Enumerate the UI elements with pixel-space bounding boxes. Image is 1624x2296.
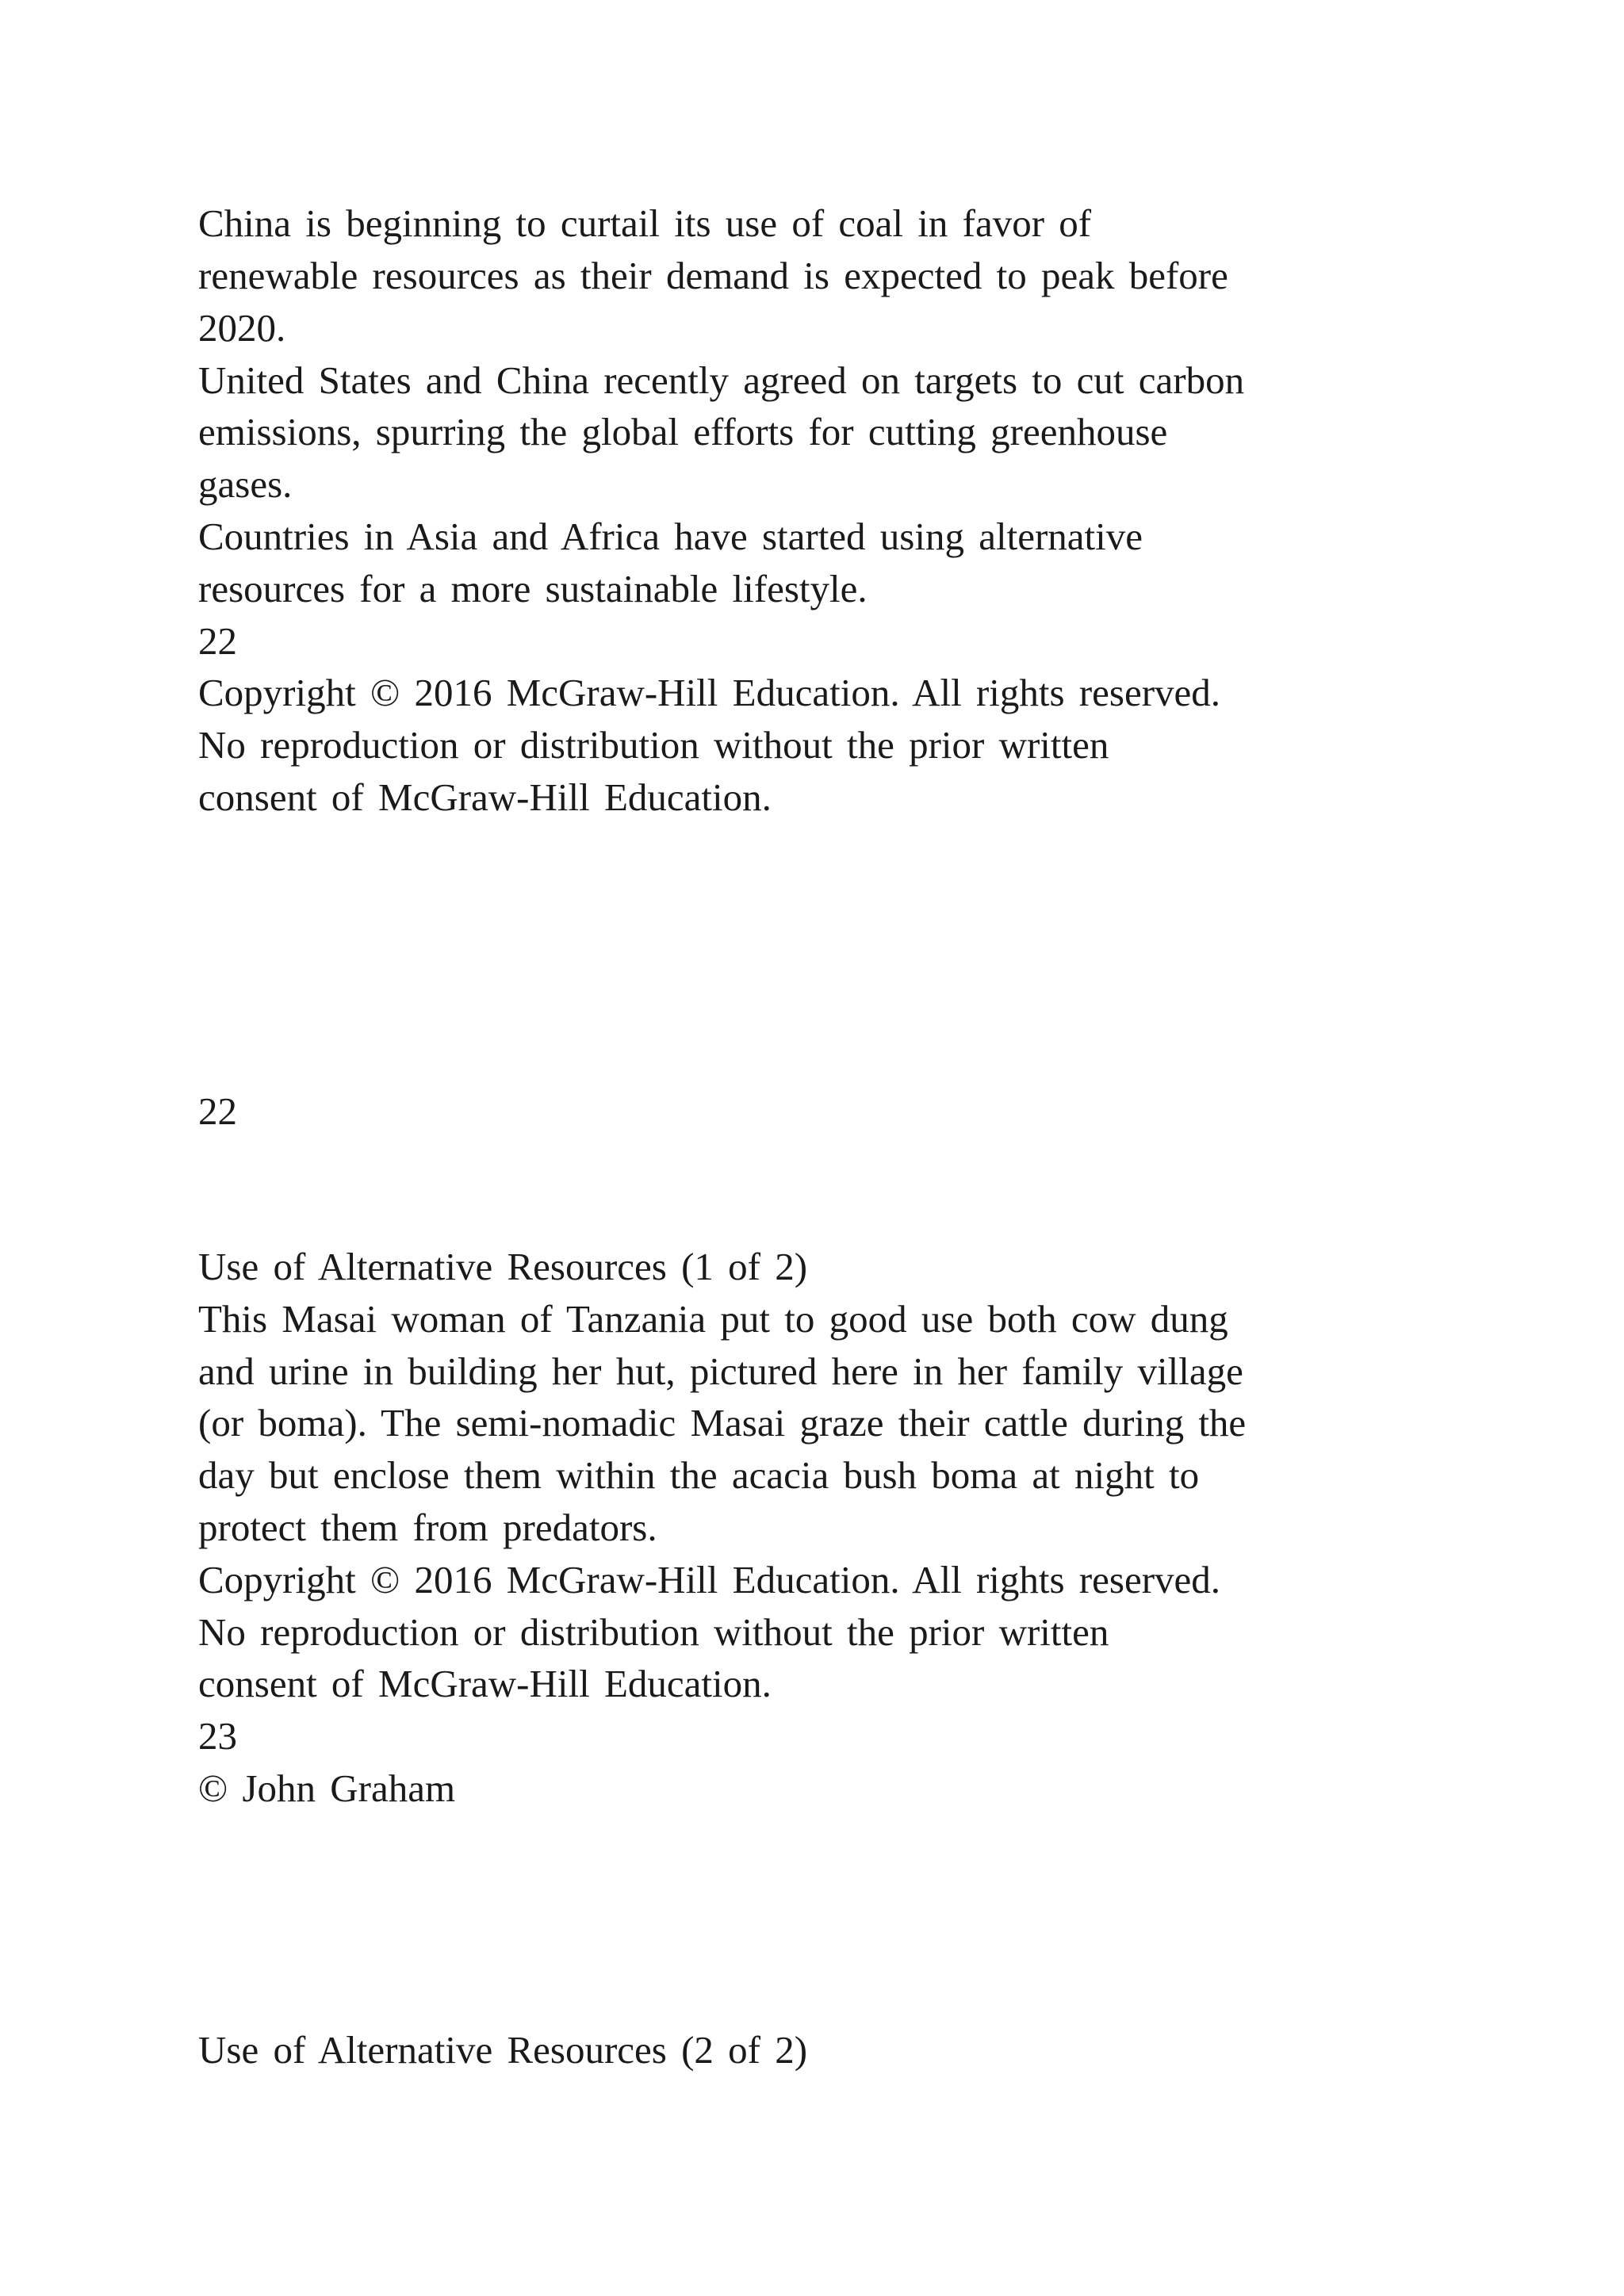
slide-number: 23	[198, 1714, 237, 1758]
photo-credit: © John Graham	[198, 1766, 456, 1810]
slide-heading: Use of Alternative Resources (1 of 2)	[198, 1245, 808, 1288]
copyright-line: consent of McGraw-Hill Education.	[198, 1662, 772, 1705]
slide-heading: Use of Alternative Resources (2 of 2)	[198, 2028, 808, 2072]
text-line: emissions, spurring the global efforts for cutting greenhouse	[198, 410, 1168, 453]
text-line: and urine in building her hut, pictured here in her family village	[198, 1349, 1243, 1393]
text-line: day but enclose them within the acacia bush boma at night to	[198, 1453, 1200, 1497]
copyright-line: Copyright © 2016 McGraw-Hill Education. All rights reserved.	[198, 1558, 1221, 1601]
copyright-line: Copyright © 2016 McGraw-Hill Education. All rights reserved.	[198, 671, 1221, 714]
text-line: (or boma). The semi-nomadic Masai graze their cattle during the	[198, 1401, 1247, 1445]
text-line: This Masai woman of Tanzania put to good use both cow dung	[198, 1297, 1228, 1341]
text-line: United States and China recently agreed on targets to cut carbon	[198, 358, 1245, 402]
text-line: Countries in Asia and Africa have started using alternative	[198, 515, 1143, 558]
text-line: renewable resources as their demand is expected to peak before	[198, 254, 1228, 297]
text-line: protect them from predators.	[198, 1506, 657, 1549]
slide-number: 22	[198, 1089, 237, 1133]
text-line: gases.	[198, 462, 293, 506]
slide-number: 22	[198, 619, 237, 663]
copyright-line: consent of McGraw-Hill Education.	[198, 775, 772, 819]
text-line: 2020.	[198, 306, 286, 350]
copyright-line: No reproduction or distribution without the prior written	[198, 1610, 1109, 1654]
text-line: resources for a more sustainable lifestyle.	[198, 567, 868, 610]
text-line: China is beginning to curtail its use of coal in favor of	[198, 201, 1092, 245]
copyright-line: No reproduction or distribution without the prior written	[198, 723, 1109, 767]
